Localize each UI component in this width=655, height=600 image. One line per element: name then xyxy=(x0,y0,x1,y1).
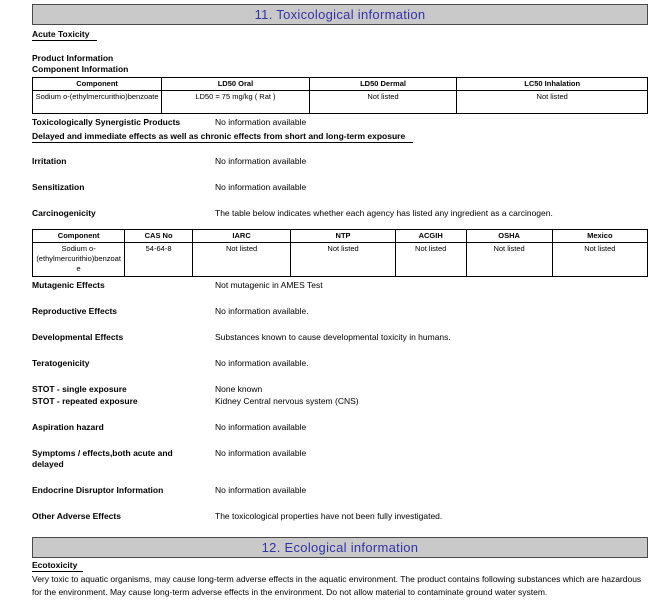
field-label: STOT - repeated exposure xyxy=(32,396,138,406)
field-label: Teratogenicity xyxy=(32,358,90,368)
field-label: Toxicologically Synergistic Products xyxy=(32,117,181,127)
field-value: None known xyxy=(215,384,263,394)
field-label: Aspiration hazard xyxy=(32,422,104,432)
ld50-col-oral: LD50 Oral xyxy=(162,78,310,91)
carc-col-iarc: IARC xyxy=(192,230,290,243)
section-12-header xyxy=(32,537,648,558)
field-label: Developmental Effects xyxy=(32,332,124,342)
carc-col-component: Component xyxy=(33,230,125,243)
carc-cell-component: Sodium o-(ethylmercurithio)benzoate xyxy=(33,243,125,277)
field-value: No information available xyxy=(215,117,307,127)
section-12-title: 12. Ecological information xyxy=(261,540,419,555)
field-label: Sensitization xyxy=(32,182,85,192)
ecotoxicity-paragraph: Very toxic to aquatic organisms, may cause long-term adverse effects in the aquatic environment. The product contains following substances which are hazardous for the environment. May cause long-term adverse effects in the environment. Do not allow material to contaminate ground water system. xyxy=(32,574,642,597)
field-value: No information available xyxy=(215,182,307,192)
product-information-heading: Product Information xyxy=(32,53,114,63)
ld50-cell-component: Sodium o-(ethylmercurithio)benzoate xyxy=(33,91,162,114)
carc-cell-cas: 54-64-8 xyxy=(125,243,193,277)
acute-toxicity-heading: Acute Toxicity xyxy=(32,29,97,41)
field-value: The table below indicates whether each agency has listed any ingredient as a carcinogen. xyxy=(215,208,553,218)
field-label: Mutagenic Effects xyxy=(32,280,105,290)
field-label: Other Adverse Effects xyxy=(32,511,121,521)
field-teratogenicity xyxy=(32,358,648,369)
field-value: No information available. xyxy=(215,358,309,368)
ld50-col-dermal: LD50 Dermal xyxy=(309,78,457,91)
field-value: No information available xyxy=(215,485,307,495)
delayed-effects-heading: Delayed and immediate effects as well as chronic effects from short and long-term exposure xyxy=(32,131,413,143)
field-value: No information available. xyxy=(215,306,309,316)
field-value: No information available xyxy=(215,448,307,458)
field-label: Reproductive Effects xyxy=(32,306,118,316)
section-11-title: 11. Toxicological information xyxy=(254,7,426,22)
field-other-adverse-effects xyxy=(32,511,648,522)
carc-col-ntp: NTP xyxy=(291,230,396,243)
field-value: No information available xyxy=(215,156,307,166)
carc-cell-acgih: Not listed xyxy=(395,243,466,277)
field-label: Endocrine Disruptor Information xyxy=(32,485,164,495)
field-label: Symptoms / effects,both acute and delayed xyxy=(32,448,173,469)
ld50-table xyxy=(32,77,648,114)
ld50-cell-oral: LD50 = 75 mg/kg ( Rat ) xyxy=(162,91,310,114)
carc-col-cas: CAS No xyxy=(125,230,193,243)
field-aspiration-hazard xyxy=(32,422,648,433)
field-symptoms-effects xyxy=(32,448,648,470)
field-value: No information available xyxy=(215,422,307,432)
section-11-header xyxy=(32,4,648,25)
carc-cell-mexico: Not listed xyxy=(552,243,647,277)
field-irritation xyxy=(32,156,648,167)
field-value: Not mutagenic in AMES Test xyxy=(215,280,323,290)
carc-col-osha: OSHA xyxy=(466,230,552,243)
ld50-table-header-row xyxy=(33,78,648,91)
field-endocrine-disruptor xyxy=(32,485,648,496)
field-value: Kidney Central nervous system (CNS) xyxy=(215,396,359,406)
carcinogen-table-row xyxy=(33,243,648,277)
field-stot-repeated xyxy=(32,396,648,407)
field-mutagenic xyxy=(32,280,648,291)
field-value: Substances known to cause developmental toxicity in humans. xyxy=(215,332,451,342)
field-label: Irritation xyxy=(32,156,67,166)
component-information-heading: Component Information xyxy=(32,64,129,74)
carcinogen-table-header-row xyxy=(33,230,648,243)
ecotoxicity-heading: Ecotoxicity xyxy=(32,560,83,572)
ld50-cell-dermal: Not listed xyxy=(309,91,457,114)
ld50-col-inhalation: LC50 Inhalation xyxy=(457,78,648,91)
field-carcinogenicity xyxy=(32,208,648,219)
carc-cell-osha: Not listed xyxy=(466,243,552,277)
carcinogen-table xyxy=(32,229,648,277)
ld50-table-row xyxy=(33,91,648,114)
field-developmental xyxy=(32,332,648,343)
field-label: STOT - single exposure xyxy=(32,384,127,394)
carc-col-acgih: ACGIH xyxy=(395,230,466,243)
field-sensitization xyxy=(32,182,648,193)
field-label: Carcinogenicity xyxy=(32,208,96,218)
field-synergistic-products xyxy=(32,117,648,128)
carc-cell-iarc: Not listed xyxy=(192,243,290,277)
carc-cell-ntp: Not listed xyxy=(291,243,396,277)
field-reproductive xyxy=(32,306,648,317)
carc-col-mexico: Mexico xyxy=(552,230,647,243)
field-value: The toxicological properties have not been fully investigated. xyxy=(215,511,443,521)
ld50-cell-inhalation: Not listed xyxy=(457,91,648,114)
ld50-col-component: Component xyxy=(33,78,162,91)
field-stot-single xyxy=(32,384,648,395)
